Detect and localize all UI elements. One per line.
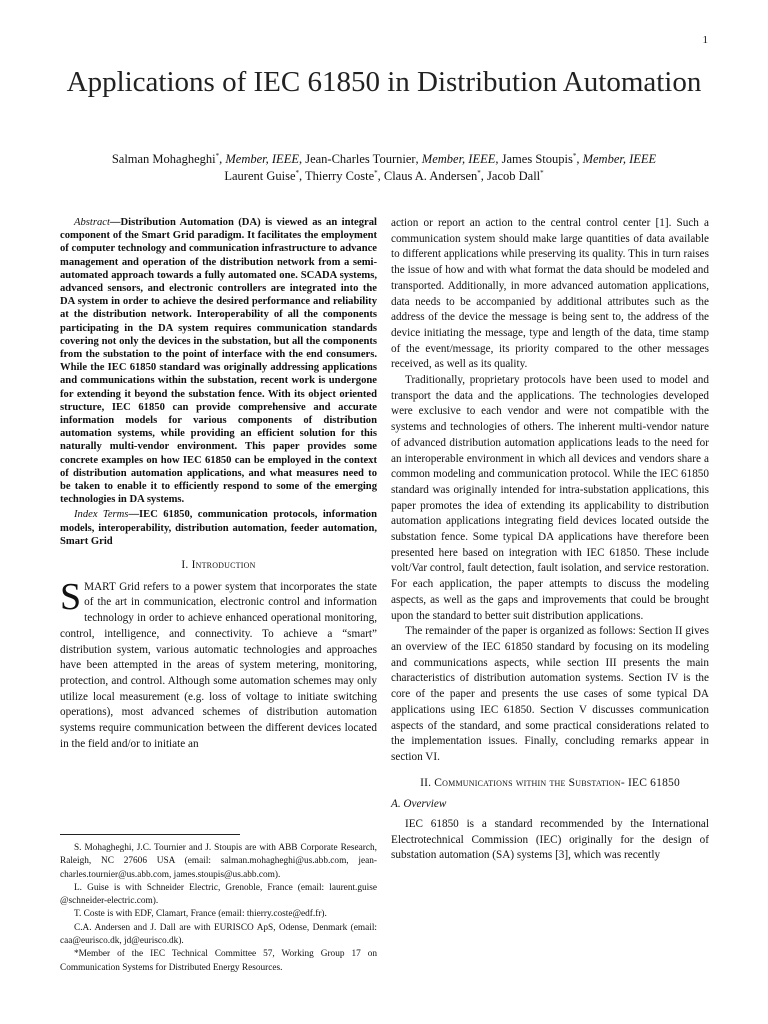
paper-title: Applications of IEC 61850 in Distribution Automation <box>66 66 702 98</box>
author-name: Jean-Charles Tournier <box>305 152 416 166</box>
abstract-text: Distribution Automation (DA) is viewed as an integral component of the Smart Grid paradigm. It facilitates the employment of computer technology and communication infrastructure to advance management and operation of the distribution network from a semi-automated approach towards a fully automated one. SCADA systems, advanced sensors, and electronic controllers are integrated into the DA system in order to achieve the desired performance and reliability at the distribution network. Interoperability of all the components participating in the DA system requires communication standards covering not only the devices in the substation, but all the components from the substation to the point of interface with the end consumers. While the IEC 61850 standard was originally addressing applications and communications within the substation, recent work is undergone for extending it beyond the substation fence. With its object oriented structure, IEC 61850 can provide comprehensive and accurate information models for various components of distribution automation systems, while providing an efficient solution for this naturally multi-vendor environment. This paper provides some concrete examples on how IEC 61850 can be employed in the context of distribution automation applications, and what measures need to be taken to enable it to efficiently respond to some of the emerging technologies in DA systems. <box>60 217 377 506</box>
author-marker: * <box>374 168 378 177</box>
abstract-label: Abstract <box>74 217 110 228</box>
author-marker: * <box>295 168 299 177</box>
author-affiliation: Member, IEEE <box>582 152 657 166</box>
author-affiliation: Member, IEEE <box>421 152 496 166</box>
body-paragraph: Traditionally, proprietary protocols have been used to model and transport the data and the applications. The technologies developed were exclusive to each vendor and were not compatible with the systems and technologies of others. The inherent multi-vendor nature of advanced distribution automation applications leads to the need for an interoperable environment in which all devices and vendors share a common modeling and communication protocol. While the IEC 61850 standard was originally intended for intra-substation applications, this paper promotes the idea of extending its applicability to distribution automation applications integrating field devices located outside the substation fence. Some typical DA applications have therefore been presented here based on integration with IEC 61850. These include volt/Var control, fault detection, fault isolation, and service restoration. For each application, the paper attempts to discuss the modeling aspects, as well as the gaps and improvements that could be brought upon the standard to better suit distribution applications. <box>391 374 709 622</box>
page-number: 1 <box>702 34 708 46</box>
left-column <box>60 216 377 753</box>
subsection-heading-overview: A. Overview <box>391 798 447 811</box>
abstract: Abstract—Distribution Automation (DA) is viewed as an integral component of the Smart Grid paradigm. It facilitates the employment of computer technology and communication infrastructure to advance management and operation of the distribution network from a semi-automated approach towards a fully automated one. SCADA systems, advanced sensors, and electronic controllers are integrated into the DA system in order to achieve the desired performance and reliability at the distribution network. Interoperability of all the components participating in the DA system requires communication standards covering not only the devices in the substation, but all the components from the substation to the point of interface with the end consumers. While the IEC 61850 standard was originally addressing applications and communications within the substation, recent work is undergone for extending it beyond the substation fence. With its object oriented structure, IEC 61850 can provide comprehensive and accurate information models for various components of distribution automation systems, while providing an efficient solution for this naturally multi-vendor environment. This paper provides some concrete examples on how IEC 61850 can be employed in the context of distribution automation applications, and what measures need to be taken to enable it to efficiently respond to some of the emerging technologies in DA systems. <box>60 217 377 506</box>
author-marker: * <box>215 151 220 160</box>
index-terms: Index Terms—IEC 61850, communication protocols, information models, interoperability, distribution automation, feeder automation, Smart Grid <box>60 509 377 547</box>
author-affiliation: Member, IEEE <box>225 152 299 166</box>
author-name: Claus A. Andersen <box>383 169 478 183</box>
author-line-2: Laurent Guise*, Thierry Coste*, Claus A. Andersen*, Jacob Dall* <box>224 168 544 183</box>
footnote: L. Guise is with Schneider Electric, Grenoble, France (email: laurent.guise @schneider-electric.com). <box>60 882 377 907</box>
author-name: Jacob Dall <box>487 169 541 183</box>
author-block <box>60 151 708 185</box>
body-paragraph: action or report an action to the central control center [1]. Such a communication system should make large quantities of data available to different applications while preserving its quality. This in turn raises the issue of how and with what format the data should be modeled and transported. Additionally, in more advanced automation applications, data needs to be accompanied by additional attributes such as the address of the device the message is being sent to, the address of the device initiating the message, type and length of the data, time stamp of the event/message, its priority compared to the other messages received, as well as its quality. <box>391 217 709 371</box>
body-paragraph: IEC 61850 is a standard recommended by the International Electrotechnical Commission (IEC) originally for the design of substation automation (SA) systems [3], which was recently <box>391 818 709 862</box>
author-marker: * <box>572 151 577 160</box>
body-paragraph: The remainder of the paper is organized as follows: Section II gives an overview of the IEC 61850 standard by focusing on its modeling and communications aspects, while section III presents the main characteristics of distribution automation systems. Section IV is the core of the paper and presents the use cases of some typical DA applications using IEC 61850. Section V discusses communication aspects of the standard, and some practical considerations related to the implementation issues. Finally, concluding remarks appear in section VI. <box>391 625 709 763</box>
author-name: Laurent Guise <box>224 169 296 183</box>
footnote: T. Coste is with EDF, Clamart, France (email: thierry.coste@edf.fr). <box>74 909 327 920</box>
author-line-1: Salman Mohagheghi*, Member, IEEE, Jean-Charles Tournier, Member, IEEE, James Stoupis*, Member, IEEE <box>111 151 657 166</box>
introduction-paragraph: SMART Grid refers to a power system that incorporates the state of the art in communication, electronic control and information technology in order to achieve enhanced operational monitoring, control, intelligence, and connectivity. To achieve a “smart” distribution system, various automatic technologies and approaches have been attempted in the areas of system metering, monitoring, protection, and control. Although some automation schemes may only utilize local measurement (e.g. loss of voltage to initiate switching operations), most advanced schemes of distribution automation systems require communication between the different devices located in the field and/or to initiate an <box>60 575 377 750</box>
footnotes <box>60 842 377 975</box>
index-terms-label: Index Terms <box>74 509 129 521</box>
drop-cap: S <box>60 575 82 618</box>
footnote: S. Mohagheghi, J.C. Tournier and J. Stoupis are with ABB Corporate Research, Raleigh, NC 27606 USA (email: salman.mohagheghi@us.abb.com, jean-charles.tournier@us.abb.com, james.stoupis@us.abb.com). <box>60 843 377 880</box>
author-name: James Stoupis <box>501 152 573 166</box>
index-terms-text: IEC 61850, communication protocols, information models, interoperability, distribution automation, feeder automation, Smart Grid <box>60 509 377 547</box>
author-name: Thierry Coste <box>305 169 375 183</box>
author-name: Salman Mohagheghi <box>111 152 216 166</box>
footnote: C.A. Andersen and J. Dall are with EURISCO ApS, Odense, Denmark (email: caa@eurisco.dk, jd@eurisco.dk). <box>60 922 377 947</box>
footnote: *Member of the IEC Technical Committee 57, Working Group 17 on Communication Systems for Distributed Energy Resources. <box>60 949 377 973</box>
author-marker: * <box>540 168 544 177</box>
author-marker: * <box>477 168 481 177</box>
footnote-divider <box>60 834 240 835</box>
right-column <box>391 216 709 864</box>
section-heading-communications: II. Communications within the Substation- IEC 61850 <box>420 776 680 789</box>
section-heading-introduction: I. Introduction <box>181 559 256 572</box>
